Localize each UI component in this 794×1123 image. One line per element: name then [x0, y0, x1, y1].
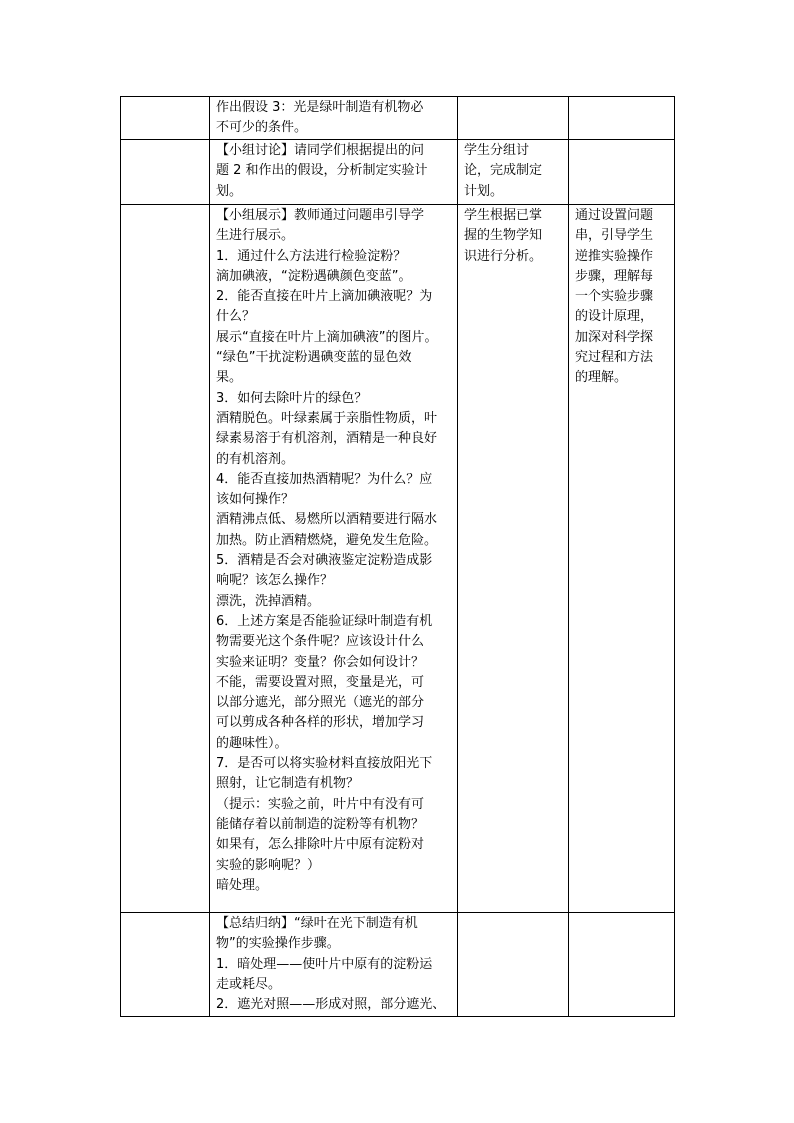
cell-text-line: 通过设置问题: [575, 208, 654, 223]
cell-text-line: 实验的影响呢？）: [216, 857, 321, 873]
design-intent-cell: [569, 97, 675, 140]
stage-cell: [121, 140, 210, 205]
design-intent-cell: [569, 140, 675, 205]
cell-text-line: 【总结归纳】“绿叶在光下制造有机: [216, 916, 418, 931]
design-intent-cell: [569, 205, 675, 913]
cell-text-line: 题 2 和作出的假设，分析制定实验计: [216, 163, 428, 179]
table-row: [121, 97, 675, 140]
cell-text-line: 串，引导学生: [575, 228, 654, 244]
cell-text-line: 1．通过什么方法进行检验淀粉？: [216, 248, 407, 264]
cell-text-line: 滴加碘液，“淀粉遇碘颜色变蓝”。: [216, 268, 412, 284]
cell-text-line: 物”的实验操作步骤。: [216, 936, 340, 952]
cell-text-line: 【小组展示】教师通过问题串引导学: [216, 208, 425, 223]
lesson-plan-table: [120, 96, 675, 1017]
teacher-activity-cell: [210, 97, 458, 140]
cell-text-line: 不可少的条件。: [216, 120, 308, 136]
teacher-activity-cell: [210, 913, 458, 1017]
design-intent-cell: [569, 913, 675, 1017]
student-activity-cell: [458, 913, 569, 1017]
cell-text-line: 如果有，怎么排除叶片中原有淀粉对: [216, 837, 425, 853]
cell-text-line: 展示“直接在叶片上滴加碘液”的图片。: [216, 329, 438, 345]
cell-text-line: 划。: [216, 183, 243, 199]
cell-text-line: 4．能否直接加热酒精呢？为什么？应: [216, 471, 433, 487]
cell-text-line: 可以剪成各种各样的形状，增加学习: [216, 715, 425, 731]
cell-text-line: 漂洗，洗掉酒精。: [216, 593, 321, 609]
student-activity-cell: [458, 140, 569, 205]
cell-text-line: “绿色”干扰淀粉遇碘变蓝的显色效: [216, 350, 412, 366]
cell-text-line: 计划。: [464, 183, 504, 199]
cell-text-line: 2．遮光对照——形成对照，部分遮光、: [216, 997, 446, 1013]
cell-text-line: 实验来证明？变量？你会如何设计？: [216, 654, 425, 670]
stage-cell: [121, 205, 210, 913]
cell-text-line: 逆推实验操作: [575, 248, 654, 264]
cell-text-line: （提示：实验之前，叶片中有没有可: [216, 796, 425, 812]
cell-text-line: 一个实验步骤: [575, 289, 654, 305]
cell-text-line: 学生根据已掌: [464, 208, 543, 223]
cell-text-line: 的理解。: [575, 370, 628, 386]
cell-text-line: 5．酒精是否会对碘液鉴定淀粉造成影: [216, 553, 433, 569]
stage-cell: [121, 913, 210, 1017]
cell-text-line: 以部分遮光，部分照光（遮光的部分: [216, 695, 425, 711]
cell-text-line: 酒精沸点低、易燃所以酒精要进行隔水: [216, 512, 438, 528]
cell-text-line: 加深对科学探: [575, 329, 654, 345]
cell-text-line: 暗处理。: [216, 877, 269, 893]
stage-cell: [121, 97, 210, 140]
cell-text-line: 不能，需要设置对照，变量是光，可: [216, 674, 425, 690]
teacher-activity-cell: [210, 205, 458, 913]
cell-text-line: 加热。防止酒精燃烧，避免发生危险。: [216, 532, 438, 548]
table-row: [121, 913, 675, 1017]
cell-text-line: 响呢？该怎么操作？: [216, 573, 334, 589]
cell-text-line: 的趣味性）。: [216, 735, 288, 751]
cell-text-line: 作出假设 3：光是绿叶制造有机物必: [216, 100, 424, 115]
cell-text-line: 识进行分析。: [464, 248, 543, 264]
cell-text-line: 物需要光这个条件呢？应该设计什么: [216, 634, 425, 650]
cell-text-line: 2．能否直接在叶片上滴加碘液呢？为: [216, 289, 433, 305]
cell-text-line: 3．如何去除叶片的绿色？: [216, 390, 368, 406]
cell-text-line: 照射，让它制造有机物？: [216, 776, 360, 792]
student-activity-cell: [458, 205, 569, 913]
cell-text-line: 7．是否可以将实验材料直接放阳光下: [216, 756, 433, 772]
cell-text-line: 生进行展示。: [216, 228, 295, 244]
cell-text-line: 【小组讨论】请同学们根据提出的问: [216, 143, 425, 158]
cell-text-line: 的有机溶剂。: [216, 451, 295, 467]
teacher-activity-cell: [210, 140, 458, 205]
table-row: [121, 205, 675, 913]
cell-text-line: 6．上述方案是否能验证绿叶制造有机: [216, 613, 433, 629]
cell-text-line: 什么？: [216, 309, 256, 325]
cell-text-line: 走或耗尽。: [216, 976, 282, 992]
cell-text-line: 能储存着以前制造的淀粉等有机物？: [216, 816, 425, 832]
cell-text-line: 的设计原理，: [575, 309, 654, 325]
table-row: [121, 140, 675, 205]
cell-text-line: 果。: [216, 370, 243, 386]
cell-text-line: 该如何操作？: [216, 492, 295, 508]
cell-text-line: 绿素易溶于有机溶剂，酒精是一种良好: [216, 431, 438, 447]
cell-text-line: 学生分组讨: [464, 143, 530, 158]
cell-text-line: 究过程和方法: [575, 350, 654, 366]
student-activity-cell: [458, 97, 569, 140]
cell-text-line: 1．暗处理——使叶片中原有的淀粉运: [216, 956, 433, 972]
cell-text-line: 握的生物学知: [464, 228, 543, 244]
cell-text-line: 步骤，理解每: [575, 268, 654, 284]
cell-text-line: 酒精脱色。叶绿素属于亲脂性物质，叶: [216, 410, 438, 426]
cell-text-line: 论，完成制定: [464, 163, 543, 179]
